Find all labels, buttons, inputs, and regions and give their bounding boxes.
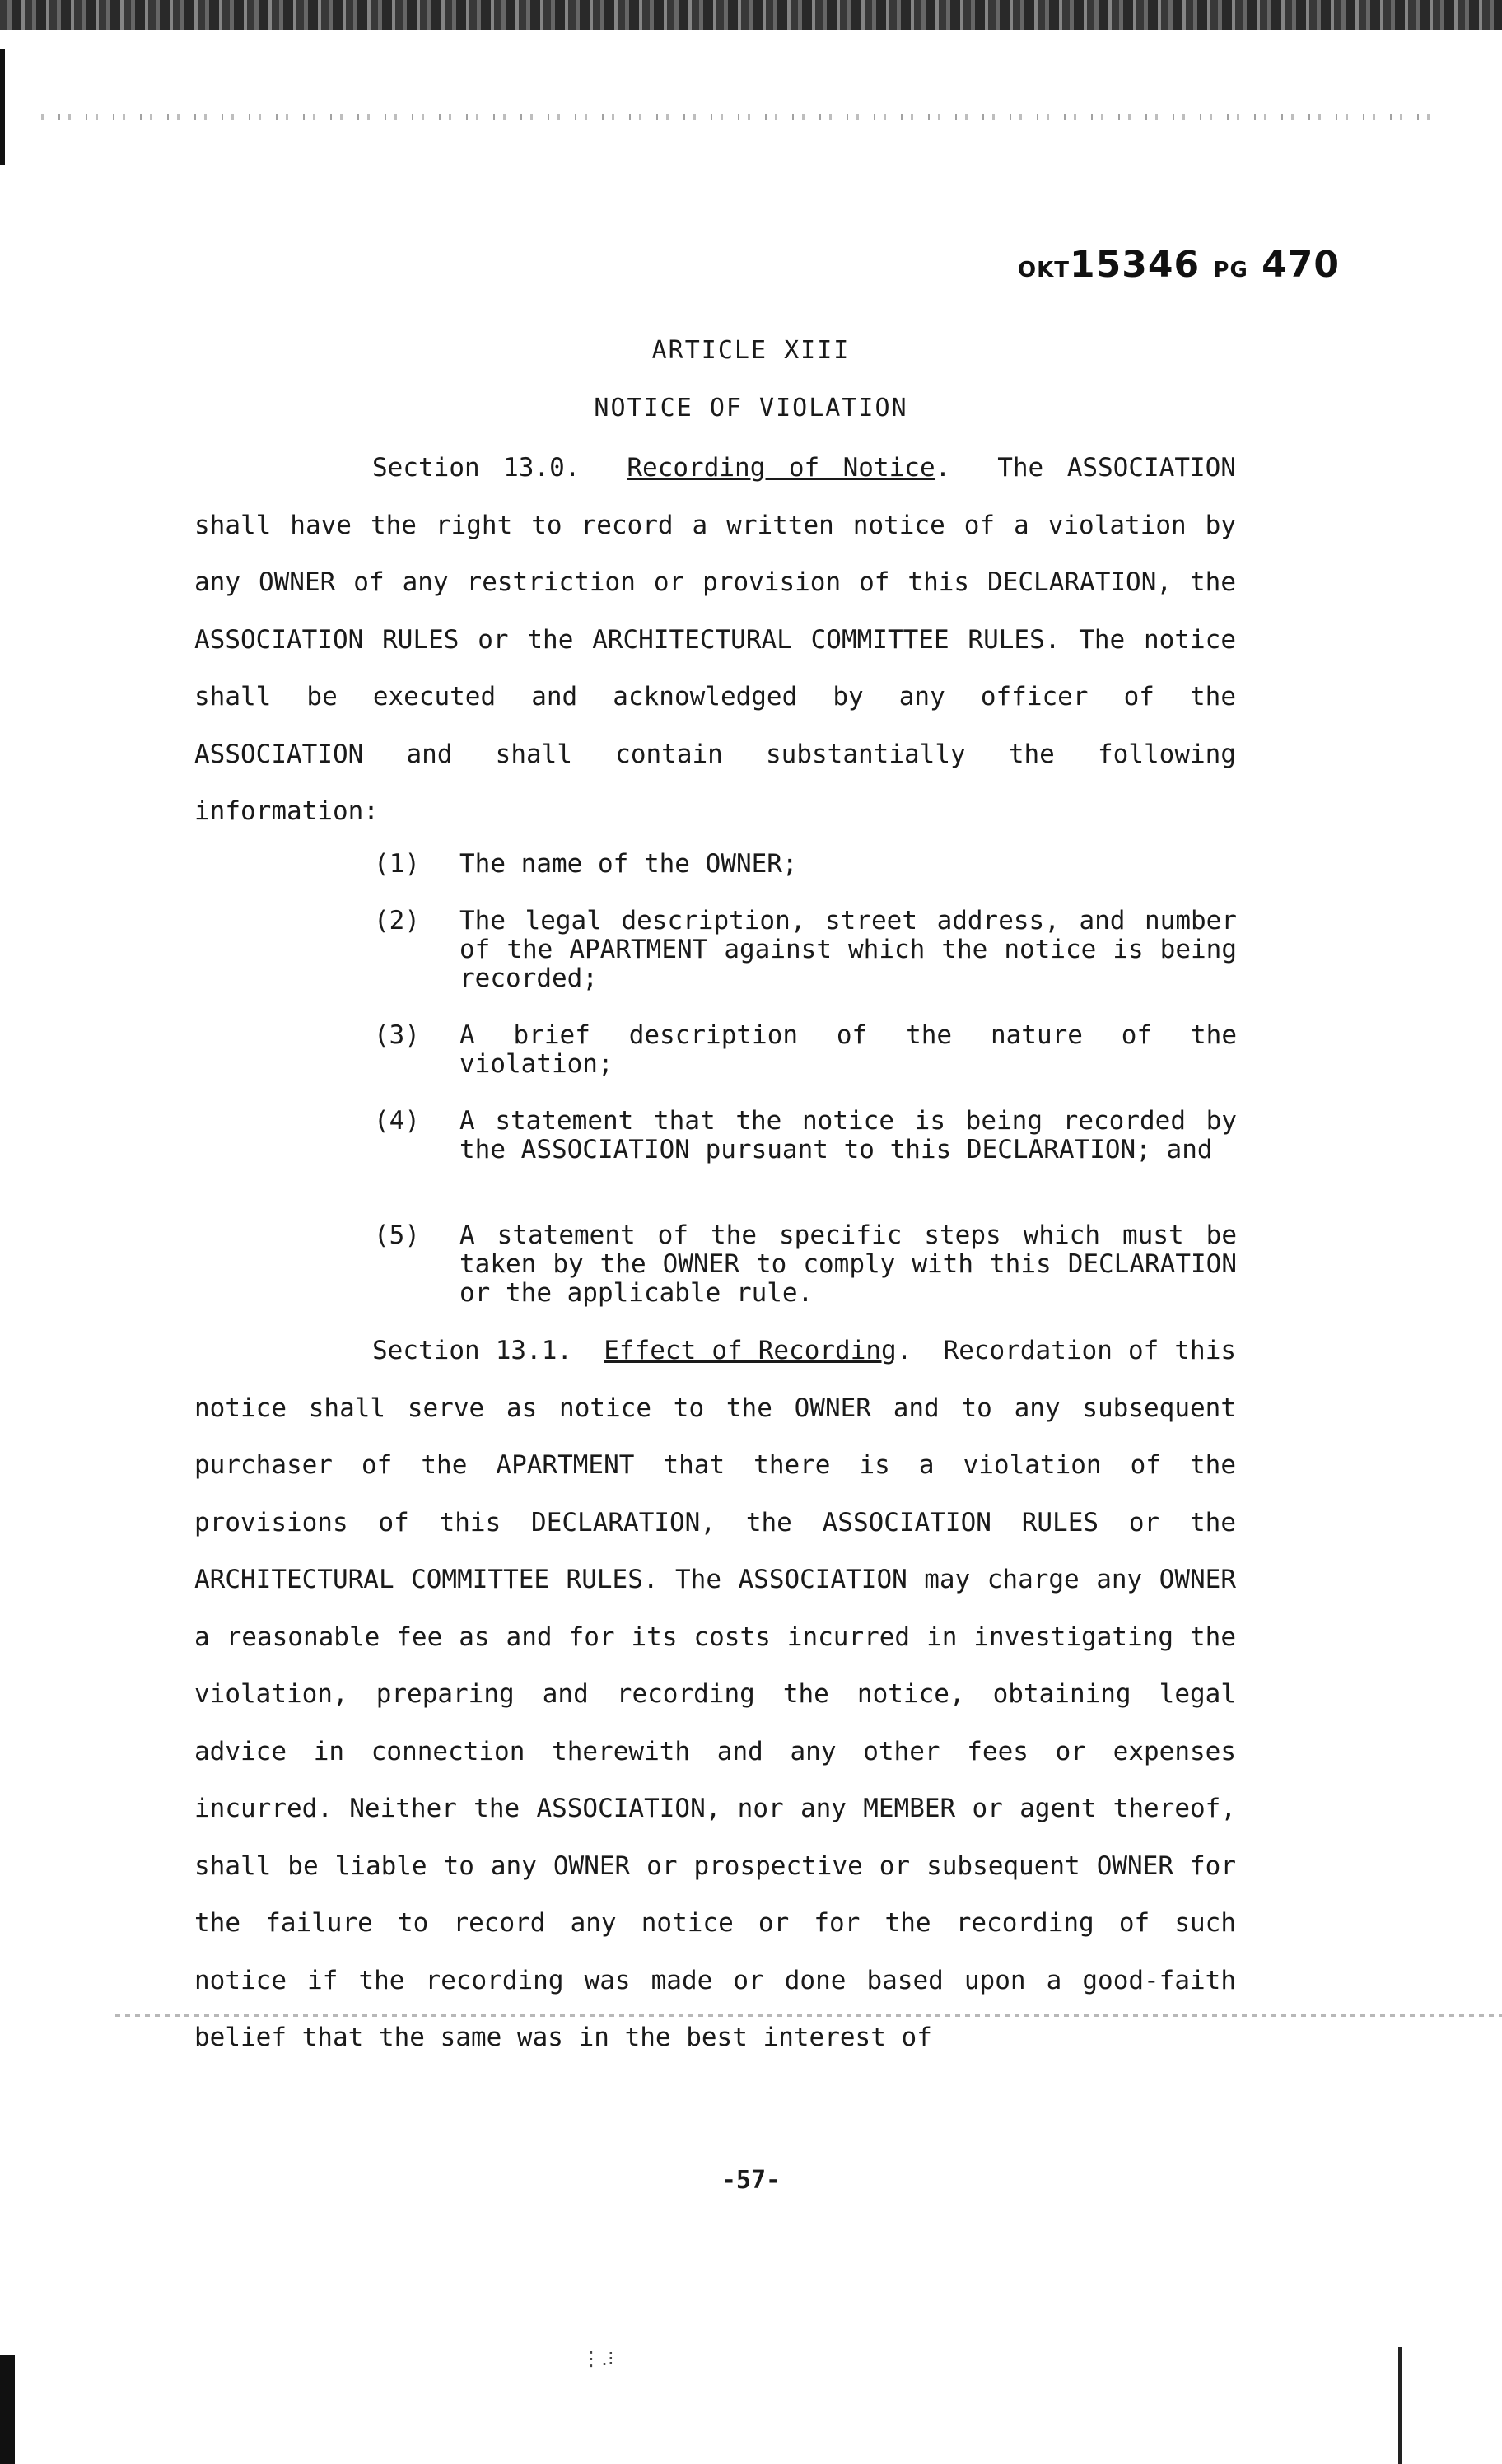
section-13-0-number: Section 13.0. — [372, 453, 581, 483]
scan-border-left — [0, 49, 5, 165]
docket-book: 15346 — [1070, 244, 1201, 286]
scan-border-top — [0, 0, 1502, 30]
scan-border-bottom-left — [0, 2355, 15, 2464]
section-13-1-number: Section 13.1. — [372, 1336, 573, 1365]
docket-prefix: OKT — [1018, 258, 1070, 282]
list-item-number: (1) — [374, 849, 420, 879]
page-number: -57- — [721, 2166, 781, 2195]
section-13-0-body: The ASSOCIATION shall have the right to record a written notice of a violation by any OWNER of any restriction or provision of this DECLARATION, the ASSOCIATION RULES or the ARCHITECTURAL COMMITTEE RULES. The notice shall be executed and acknowledged by any officer of the ASSOCIATION and shall contain substantially the following information: — [194, 453, 1236, 826]
list-item-text: The name of the OWNER; — [459, 849, 798, 879]
article-heading: ARTICLE XIII — [651, 336, 851, 365]
section-13-1-body: Recordation of this notice shall serve as notice to the OWNER and to any subsequent purchaser of the APARTMENT that there is a violation of the provisions of this DECLARATION, the ASSOCIATION RULES or the ARCHITECTURAL COMMITTEE RULES. The ASSOCIATION may charge any OWNER a reasonable fee as and for its costs incurred in investigating the violation, preparing and recording the notice, obtaining legal advice in connection therewith and any other fees or expenses incurred. Neither the ASSOCIATION, nor any MEMBER or agent thereof, shall be liable to any OWNER or prospective or subsequent OWNER for the failure to record any notice or for the recording of such notice if the recording was made or done based upon a good-faith belief that the same was in the best interest of — [194, 1336, 1237, 2052]
list-item-number: (4) — [374, 1106, 420, 1136]
docket-stamp — [1018, 244, 1340, 286]
scan-mark: ⋮․⁝ — [581, 2347, 614, 2370]
list-item-number: (3) — [374, 1020, 420, 1050]
list-item-number: (2) — [374, 906, 420, 936]
article-title: NOTICE OF VIOLATION — [594, 394, 908, 422]
docket-page: 470 — [1262, 244, 1340, 286]
docket-pg-label: PG — [1213, 258, 1248, 282]
section-13-1-title: Effect of Recording — [604, 1336, 897, 1365]
section-13-0-title: Recording of Notice — [627, 453, 935, 483]
list-item-text: A statement that the notice is being recorded by the ASSOCIATION pursuant to this DECLARATION; and — [459, 1106, 1237, 1164]
section-13-1-paragraph: Section 13.1. Effect of Recording. Recordation of this notice shall serve as notice to the OWNER and to any subsequent purchaser of the APARTMENT that there is a violation of the provisions of this DECLARATION, the ASSOCIATION RULES or the ARCHITECTURAL COMMITTEE RULES. The ASSOCIATION may charge any OWNER a reasonable fee as and for its costs incurred in investigating the violation, preparing and recording the notice, obtaining legal advice in connection therewith and any other fees or expenses incurred. Neither the ASSOCIATION, nor any MEMBER or agent thereof, shall be liable to any OWNER or prospective or subsequent OWNER for the failure to record any notice or for the recording of such notice if the recording was made or done based upon a good-faith belief that the same was in the best interest of — [194, 1336, 1237, 2052]
list-item-text: A statement of the specific steps which must be taken by the OWNER to comply with this DECLARATION or the applicable rule. — [459, 1220, 1237, 1308]
section-13-0-paragraph: Section 13.0. Recording of Notice. The ASSOCIATION shall have the right to record a written notice of a violation by any OWNER of any restriction or provision of this DECLARATION, the ASSOCIATION RULES or the ARCHITECTURAL COMMITTEE RULES. The notice shall be executed and acknowledged by any officer of the ASSOCIATION and shall contain substantially the following information: — [194, 453, 1236, 826]
list-item-text: The legal description, street address, and number of the APARTMENT against which the notice is being recorded; — [459, 906, 1237, 993]
list-item-number: (5) — [374, 1220, 420, 1250]
list-item-text: A brief description of the nature of the violation; — [459, 1020, 1237, 1079]
scan-noise-band — [33, 114, 1433, 120]
scan-border-bottom-right — [1398, 2347, 1402, 2464]
